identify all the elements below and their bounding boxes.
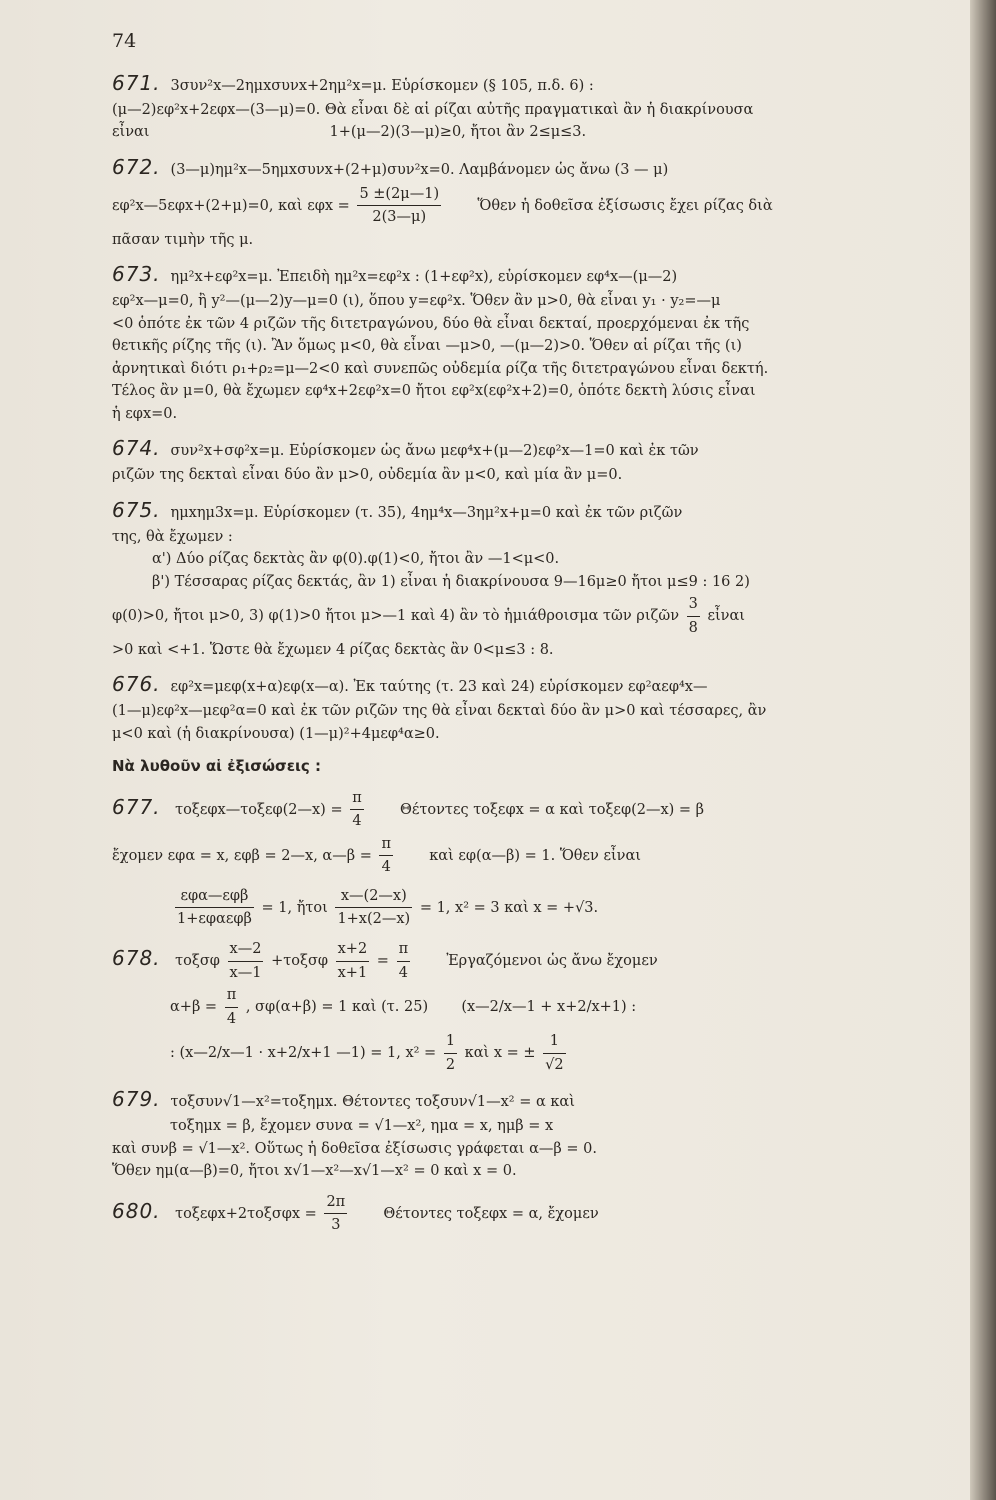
fraction: $\frac{\text{εφα—εφβ}}{\text{1+εφαεφβ}}$ bbox=[175, 885, 254, 931]
text-line: πᾶσαν τιμὴν τῆς μ. bbox=[112, 231, 254, 248]
text-line: , σφ(α+β) = 1 καὶ (τ. 25) bbox=[245, 999, 429, 1016]
problem-680 bbox=[112, 1191, 942, 1237]
problem-676 bbox=[112, 669, 942, 745]
problem-number: 678. bbox=[112, 946, 161, 971]
text-line: της, θὰ ἔχωμεν : bbox=[112, 528, 233, 545]
text-line: (μ—2)εφ²x+2εφx—(3—μ)=0. Θὰ εἶναι δὲ αἱ ρίζαι αὐτῆς πραγματικαὶ ἂν ἡ διακρίνουσα bbox=[112, 102, 754, 118]
text-line: θετικῆς ρίζης τῆς (ι). Ἂν ὅμως μ<0, θὰ εἶναι —μ>0, —(μ—2)>0. Ὅθεν αἱ ρίζαι τῆς (ι) bbox=[112, 338, 742, 355]
text-line: ημ²x+εφ²x=μ. Ἐπειδὴ ημ²x=εφ²x : (1+εφ²x), εὑρίσκομεν εφ⁴x—(μ—2) bbox=[170, 269, 678, 286]
text-line: τοξσυν√1—x²=τοξημx. Θέτοντες τοξσυν√1—x² = α καὶ bbox=[170, 1094, 575, 1111]
problem-number: 679. bbox=[112, 1087, 161, 1112]
section-heading: Νὰ λυθοῦν αἱ ἐξισώσεις : bbox=[112, 757, 322, 776]
fraction: $\frac{x—2}{x—1}$ bbox=[228, 938, 264, 984]
text-line: = bbox=[376, 953, 389, 970]
text-line: ἀρνητικαὶ διότι ρ₁+ρ₂=μ—2<0 καὶ συνεπῶς οὐδεμία ρίζα τῆς διτετραγώνου εἶναι δεκτή. bbox=[112, 360, 769, 377]
text-line: τοξημx = β, ἔχομεν συνα = √1—x², ημα = x, ημβ = x bbox=[170, 1118, 554, 1135]
fraction: $\frac{1}{√2}$ bbox=[543, 1030, 565, 1076]
text-line: : (x—2/x—1 · x+2/x+1 —1) = 1, x² = bbox=[170, 1045, 437, 1062]
text-line: (3—μ)ημ²x—5ημxσυνx+(2+μ)συν²x=0. Λαμβάνομεν ὡς ἄνω (3 — μ) bbox=[170, 161, 669, 178]
fraction: $\frac{\pi}{4}$ bbox=[225, 984, 239, 1030]
text-line: (x—2/x—1 + x+2/x+1) : bbox=[461, 999, 637, 1016]
text-line: >0 καὶ <+1. Ὥστε θὰ ἔχωμεν 4 ρίζας δεκτὰς ἂν 0<μ≤3 : 8. bbox=[112, 641, 554, 658]
text-line: Ὅθεν ἡ δοθεῖσα ἐξίσωσις ἔχει ρίζας διὰ bbox=[477, 197, 773, 214]
text-line: α') Δύο ρίζας δεκτὰς ἂν φ(0).φ(1)<0, ἤτοι ἂν —1<μ<0. bbox=[152, 551, 560, 568]
text-line: μ<0 καὶ (ἡ διακρίνουσα) (1—μ)²+4μεφ⁴α≥0. bbox=[112, 725, 440, 742]
text-line: τοξεφx+2τοξσφx = bbox=[175, 1205, 317, 1222]
fraction: $\frac{5 \pm(2\mu—1)}{2(3—\mu)}$ bbox=[357, 183, 441, 229]
text-line: = 1, ἤτοι bbox=[261, 899, 328, 916]
text-line: συν²x+σφ²x=μ. Εὑρίσκομεν ὡς ἄνω μεφ⁴x+(μ—2)εφ²x—1=0 καὶ ἐκ τῶν bbox=[170, 443, 699, 460]
text-line: <0 ὁπότε ἐκ τῶν 4 ριζῶν τῆς διτετραγώνου, δύο θὰ εἶναι δεκταί, προερχόμεναι ἐκ τῆς bbox=[112, 315, 750, 332]
text-line: Τέλος ἂν μ=0, θὰ ἔχωμεν εφ⁴x+2εφ²x=0 ἤτοι εφ²x(εφ²x+2)=0, ὁπότε δεκτὴ λύσις εἶναι bbox=[112, 383, 756, 400]
problem-679 bbox=[112, 1084, 942, 1182]
fraction: $\frac{x+2}{x+1}$ bbox=[336, 938, 370, 984]
problem-674 bbox=[112, 433, 942, 486]
text-line: εφ²x—5εφx+(2+μ)=0, καὶ εφx = bbox=[112, 197, 350, 214]
text-line: εἶναι bbox=[707, 608, 745, 624]
text-line: Θέτοντες τοξεφx = α καὶ τοξεφ(2—x) = β bbox=[399, 801, 705, 818]
problem-675 bbox=[112, 495, 942, 662]
problem-number: 674. bbox=[112, 436, 161, 461]
text-line: 3συν²x—2ημxσυνx+2ημ²x=μ. Εὑρίσκομεν (§ 105, π.δ. 6) : bbox=[170, 78, 594, 94]
text-line: Ἐργαζόμενοι ὡς ἄνω ἔχομεν bbox=[446, 953, 658, 970]
problem-671 bbox=[112, 68, 942, 144]
page-binding-edge bbox=[970, 0, 996, 1500]
text-line: καὶ συνβ = √1—x². Οὕτως ἡ δοθεῖσα ἐξίσωσις γράφεται α—β = 0. bbox=[112, 1140, 597, 1157]
fraction: $\frac{\pi}{4}$ bbox=[397, 938, 411, 984]
text-line: β') Τέσσαρας ρίζας δεκτάς, ἂν 1) εἶναι ἡ διακρίνουσα 9—16μ≥0 ἤτοι μ≤9 : 16 2) bbox=[152, 573, 750, 590]
text-line: = 1, x² = 3 καὶ x = +√3. bbox=[419, 899, 599, 916]
page-number: 74 bbox=[112, 30, 137, 52]
text-line: +τοξσφ bbox=[271, 953, 329, 970]
problem-672 bbox=[112, 152, 942, 251]
problem-number: 672. bbox=[112, 154, 161, 179]
fraction: $\frac{3}{8}$ bbox=[687, 593, 700, 639]
fraction: $\frac{x—(2—x)}{1+x(2—x)}$ bbox=[335, 885, 412, 931]
text-line: α+β = bbox=[170, 999, 218, 1016]
text-line: εφ²x—μ=0, ἢ y²—(μ—2)y—μ=0 (ι), ὅπου y=εφ²x. Ὅθεν ἂν μ>0, θὰ εἶναι y₁ · y₂=—μ bbox=[112, 293, 721, 310]
text-line: ἡ εφx=0. bbox=[112, 405, 178, 422]
fraction: $\frac{2\pi}{3}$ bbox=[324, 1191, 347, 1237]
problem-673 bbox=[112, 259, 942, 425]
problem-number: 677. bbox=[112, 794, 161, 819]
text-line: φ(0)>0, ἤτοι μ>0, 3) φ(1)>0 ἤτοι μ>—1 καὶ 4) ἂν τὸ ἡμιάθροισμα τῶν ριζῶν bbox=[112, 608, 680, 624]
text-line: τοξεφx—τοξεφ(2—x) = bbox=[175, 801, 343, 818]
fraction: $\frac{\pi}{4}$ bbox=[350, 787, 364, 833]
text-line: 1+(μ—2)(3—μ)≥0, ἤτοι ἂν 2≤μ≤3. bbox=[329, 124, 587, 141]
problem-number: 675. bbox=[112, 497, 161, 522]
text-line: ἔχομεν εφα = x, εφβ = 2—x, α—β = bbox=[112, 847, 372, 864]
fraction: $\frac{\pi}{4}$ bbox=[379, 833, 393, 879]
text-line: Ὅθεν ημ(α—β)=0, ἤτοι x√1—x²—x√1—x² = 0 καὶ x = 0. bbox=[112, 1163, 517, 1180]
text-line: εφ²x=μεφ(x+α)εφ(x—α). Ἐκ ταύτης (τ. 23 καὶ 24) εὑρίσκομεν εφ²αεφ⁴x— bbox=[170, 679, 708, 696]
text-line: ριζῶν της δεκταὶ εἶναι δύο ἂν μ>0, οὐδεμία ἂν μ<0, καὶ μία ἂν μ=0. bbox=[112, 467, 623, 484]
problem-678 bbox=[112, 938, 942, 1076]
text-line: τοξσφ bbox=[175, 953, 220, 970]
problem-number: 680. bbox=[112, 1198, 161, 1223]
problem-number: 671. bbox=[112, 71, 161, 95]
problem-number: 676. bbox=[112, 672, 161, 697]
problem-number: 673. bbox=[112, 262, 161, 287]
page-content bbox=[112, 60, 942, 1241]
text-line: Θέτοντες τοξεφx = α, ἔχομεν bbox=[383, 1205, 599, 1222]
text-line: εἶναι bbox=[112, 124, 150, 141]
text-line: ημxημ3x=μ. Εὑρίσκομεν (τ. 35), 4ημ⁴x—3ημ²x+μ=0 καὶ ἐκ τῶν ριζῶν bbox=[170, 504, 683, 521]
fraction: $\frac{1}{2}$ bbox=[444, 1030, 457, 1076]
text-line: καὶ εφ(α—β) = 1. Ὅθεν εἶναι bbox=[429, 847, 641, 864]
text-line: καὶ x = ± bbox=[464, 1045, 536, 1062]
text-line: (1—μ)εφ²x—μεφ²α=0 καὶ ἐκ τῶν ριζῶν της θὰ εἶναι δεκταὶ δύο ἂν μ>0 καὶ τέσσαρες, ἂν bbox=[112, 703, 767, 720]
problem-677 bbox=[112, 787, 942, 931]
